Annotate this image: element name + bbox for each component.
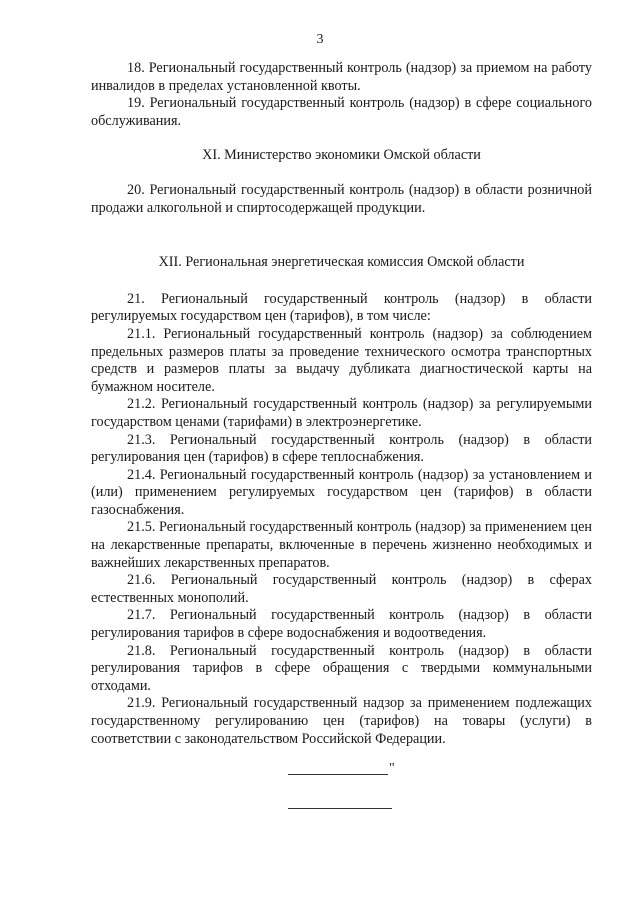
end-rule [288, 774, 388, 775]
item-21-6: 21.6. Региональный государственный контроль (надзор) в сферах естественных монополий. [91, 572, 592, 606]
document-body [91, 60, 592, 748]
item-21-3: 21.3. Региональный государственный контроль (надзор) в области регулирования цен (тарифов) в сфере теплоснабжения. [91, 431, 592, 466]
item-21-8: 21.8. Региональный государственный контроль (надзор) в области регулирования тарифов в сфере обращения с твердыми коммунальными отходами. [91, 642, 592, 694]
item-21-2: 21.2. Региональный государственный контроль (надзор) за регулируемыми государством ценами (тарифами) в электроэнергетике. [91, 396, 592, 430]
item-20: 20. Региональный государственный контроль (надзор) в области розничной продажи алкогольной и спиртосодержащей продукции. [91, 181, 592, 216]
section-heading-xi: XI. Министерство экономики Омской области [202, 147, 481, 164]
page-number: 3 [316, 32, 324, 47]
closing-quote: " [389, 761, 395, 776]
item-21-9: 21.9. Региональный государственный надзор за применением подлежащих государственному регулированию цен (тарифов) на товары (услуги) в соответствии с законодательством Российской Федерации. [91, 695, 592, 747]
item-21-7: 21.7. Региональный государственный контроль (надзор) в области регулирования тарифов в сфере водоснабжения и водоотведения. [91, 607, 592, 642]
item-21-4: 21.4. Региональный государственный контроль (надзор) за установлением и (или) применением регулируемых государством цен (тарифов) в области газоснабжения. [91, 466, 592, 518]
item-21: 21. Региональный государственный контроль (надзор) в области регулируемых государством цен (тарифов), в том числе: [91, 290, 592, 325]
bottom-separator [288, 808, 392, 809]
section-heading-xii: XII. Региональная энергетическая комиссия Омской области [158, 254, 525, 271]
item-21-1: 21.1. Региональный государственный контроль (надзор) за соблюдением предельных размеров платы за проведение технического осмотра транспортных средств и размеров платы за выдачу дубликата диагностической карты на бумажном носителе. [91, 325, 592, 395]
item-19: 19. Региональный государственный контроль (надзор) в сфере социального обслуживания. [91, 95, 592, 129]
item-21-5: 21.5. Региональный государственный контроль (надзор) за применением цен на лекарственные препараты, включенные в перечень жизненно необходимых и важнейших лекарственных препаратов. [91, 519, 592, 571]
item-18: 18. Региональный государственный контроль (надзор) за приемом на работу инвалидов в пределах установленной квоты. [91, 60, 592, 94]
